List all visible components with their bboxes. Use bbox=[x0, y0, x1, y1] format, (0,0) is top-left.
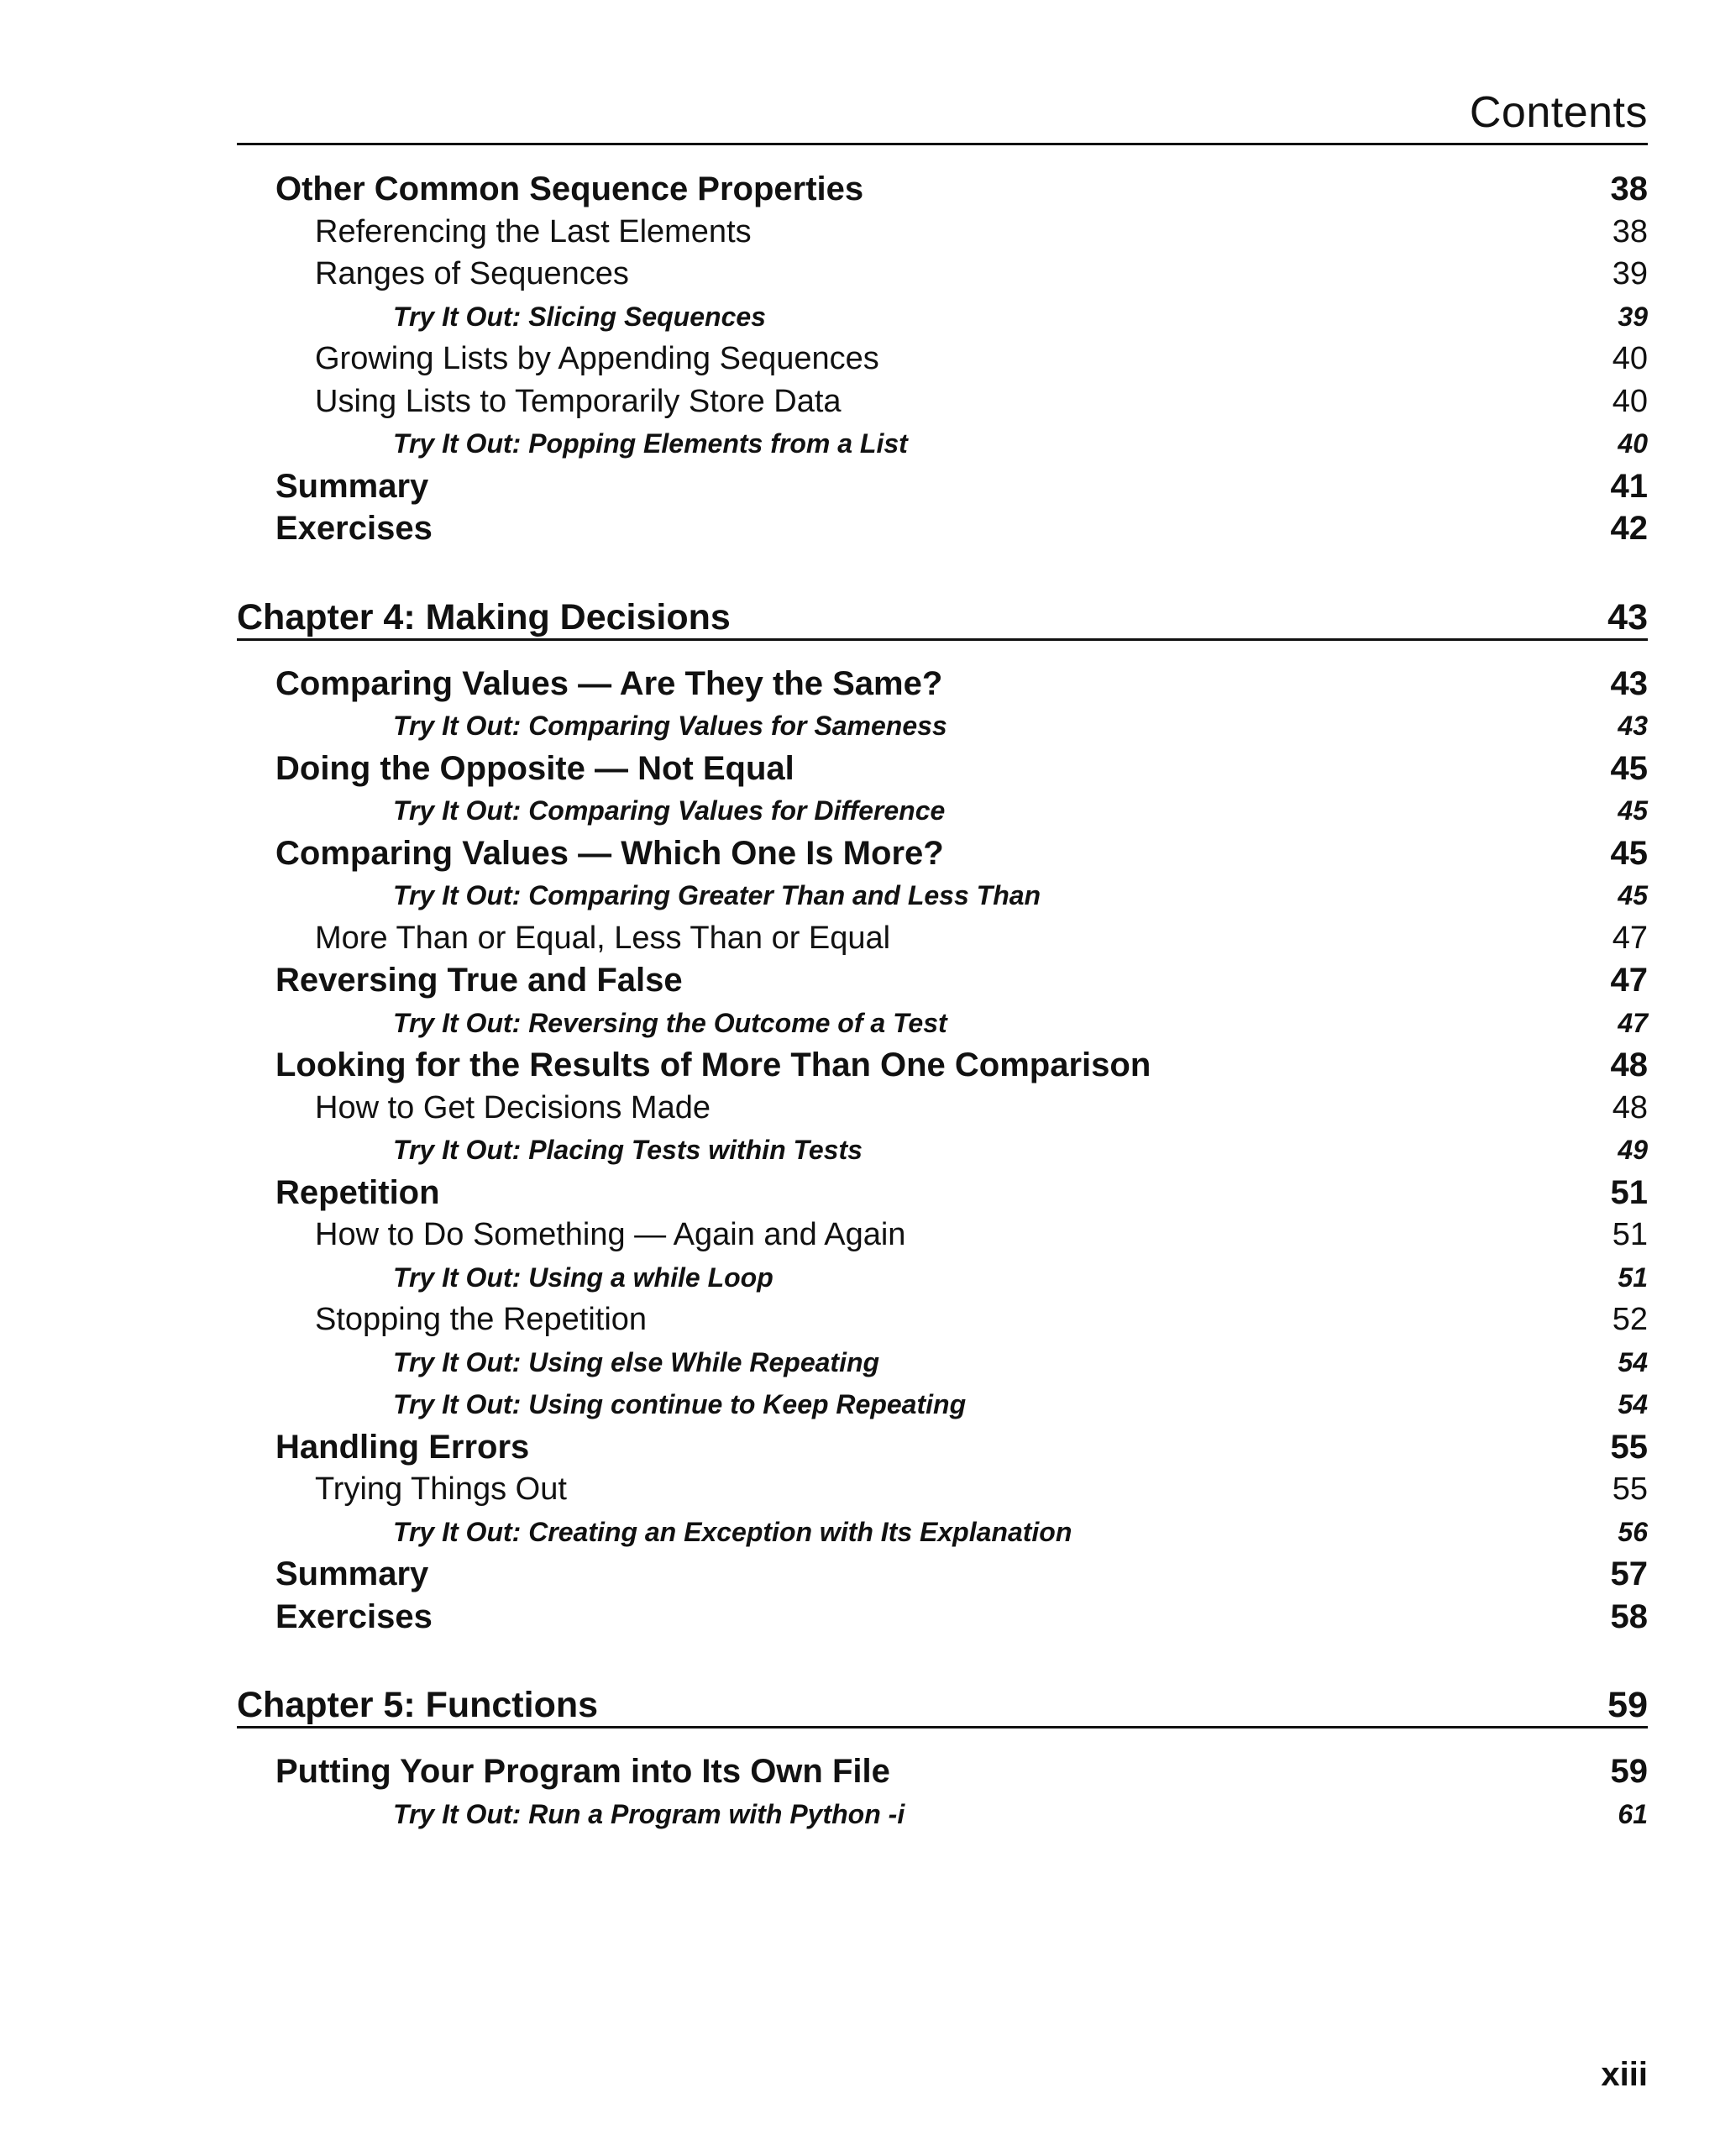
toc-entry-page: 40 bbox=[1612, 341, 1648, 376]
toc-entry-title: Doing the Opposite — Not Equal bbox=[275, 749, 794, 787]
toc-section bbox=[237, 1426, 1648, 1469]
toc-entry-page: 52 bbox=[1612, 1302, 1648, 1337]
toc-entry-page: 43 bbox=[1610, 664, 1648, 702]
toc-entry-page: 55 bbox=[1612, 1471, 1648, 1507]
toc-entry-page: 59 bbox=[1607, 1685, 1648, 1725]
toc-entry-title: Referencing the Last Elements bbox=[315, 213, 752, 249]
toc-entry-title: Chapter 5: Functions bbox=[237, 1685, 599, 1725]
toc-subsection bbox=[237, 1468, 1648, 1511]
toc-try-it-out bbox=[237, 422, 1648, 465]
toc-entry-page: 54 bbox=[1618, 1346, 1648, 1377]
toc-entry-title: Stopping the Repetition bbox=[315, 1302, 648, 1337]
toc-section bbox=[237, 1553, 1648, 1596]
toc-entry-page: 42 bbox=[1610, 510, 1648, 547]
toc-try-it-out bbox=[237, 1511, 1648, 1554]
toc-entry-page: 51 bbox=[1618, 1262, 1648, 1293]
toc-entry-title: Chapter 4: Making Decisions bbox=[237, 596, 731, 637]
toc-entry-title: Putting Your Program into Its Own File bbox=[275, 1753, 890, 1790]
toc-entry-page: 43 bbox=[1607, 596, 1648, 637]
toc-entry-title: Try It Out: Comparing Values for Sameness bbox=[393, 711, 947, 741]
page-number: xiii bbox=[1601, 2056, 1648, 2093]
toc-entry-page: 48 bbox=[1610, 1047, 1648, 1083]
toc-subsection bbox=[237, 338, 1648, 380]
toc-try-it-out bbox=[237, 1383, 1648, 1426]
toc-subsection bbox=[237, 1298, 1648, 1341]
toc-entry-page: 49 bbox=[1618, 1135, 1648, 1165]
toc-entry-page: 45 bbox=[1618, 795, 1648, 826]
toc-entry-page: 38 bbox=[1610, 170, 1648, 207]
toc-entry-page: 51 bbox=[1610, 1173, 1648, 1211]
toc-entry-page: 47 bbox=[1612, 920, 1648, 956]
toc-list bbox=[237, 168, 1648, 1835]
toc-section bbox=[237, 748, 1648, 790]
toc-try-it-out bbox=[237, 296, 1648, 338]
toc-entry-title: Using Lists to Temporarily Store Data bbox=[315, 383, 842, 419]
toc-entry-title: Reversing True and False bbox=[275, 962, 683, 999]
toc-entry-title: Try It Out: Placing Tests within Tests bbox=[393, 1135, 863, 1165]
toc-entry-page: 38 bbox=[1612, 213, 1648, 249]
toc-try-it-out bbox=[237, 1256, 1648, 1299]
toc-try-it-out bbox=[237, 705, 1648, 748]
toc-entry-title: Try It Out: Run a Program with Python -i bbox=[393, 1798, 905, 1829]
toc-entry-title: Comparing Values — Are They the Same? bbox=[275, 664, 943, 702]
toc-entry-title: Looking for the Results of More Than One Comparison bbox=[275, 1047, 1151, 1083]
toc-entry-page: 47 bbox=[1618, 1007, 1648, 1038]
toc-subsection bbox=[237, 211, 1648, 254]
toc-entry-title: Try It Out: Slicing Sequences bbox=[393, 301, 766, 332]
toc-entry-title: Try It Out: Popping Elements from a List bbox=[393, 428, 908, 459]
toc-section bbox=[237, 168, 1648, 211]
toc-entry-page: 40 bbox=[1618, 428, 1648, 459]
toc-entry-title: Growing Lists by Appending Sequences bbox=[315, 341, 879, 376]
toc-entry-page: 39 bbox=[1618, 301, 1648, 332]
toc-entry-page: 48 bbox=[1612, 1089, 1648, 1125]
toc-section bbox=[237, 959, 1648, 1002]
toc-subsection bbox=[237, 1214, 1648, 1256]
toc-entry-page: 61 bbox=[1618, 1798, 1648, 1829]
toc-try-it-out bbox=[237, 1793, 1648, 1836]
toc-entry-page: 58 bbox=[1610, 1597, 1648, 1635]
toc-section bbox=[237, 1172, 1648, 1214]
toc-try-it-out bbox=[237, 789, 1648, 832]
toc-entry-title: Try It Out: Comparing Greater Than and Less Than bbox=[393, 880, 1041, 910]
toc-entry-title: Try It Out: Using a while Loop bbox=[393, 1262, 773, 1293]
toc-entry-page: 45 bbox=[1610, 834, 1648, 872]
toc-section bbox=[237, 832, 1648, 875]
toc-subsection bbox=[237, 253, 1648, 296]
toc-try-it-out bbox=[237, 1002, 1648, 1045]
toc-try-it-out bbox=[237, 874, 1648, 917]
toc-entry-title: Other Common Sequence Properties bbox=[275, 170, 864, 207]
toc-entry-title: Try It Out: Creating an Exception with Its Explanation bbox=[393, 1516, 1072, 1547]
toc-subsection bbox=[237, 917, 1648, 960]
toc-section bbox=[237, 663, 1648, 706]
toc-entry-title: Ranges of Sequences bbox=[315, 256, 629, 291]
toc-entry-title: Summary bbox=[275, 1555, 429, 1592]
chapter-heading bbox=[237, 1681, 1648, 1728]
toc-entry-title: Handling Errors bbox=[275, 1428, 530, 1466]
toc-entry-title: Repetition bbox=[275, 1173, 440, 1211]
toc-section bbox=[237, 1044, 1648, 1087]
toc-entry-page: 45 bbox=[1618, 880, 1648, 910]
toc-entry-page: 54 bbox=[1618, 1389, 1648, 1419]
toc-entry-title: How to Get Decisions Made bbox=[315, 1089, 711, 1125]
running-header: Contents bbox=[1469, 88, 1648, 137]
header-rule bbox=[237, 143, 1648, 145]
toc-entry-page: 47 bbox=[1610, 962, 1648, 999]
toc-subsection bbox=[237, 1087, 1648, 1130]
toc-entry-title: Trying Things Out bbox=[315, 1471, 567, 1507]
toc-entry-title: Try It Out: Using continue to Keep Repeating bbox=[393, 1389, 967, 1419]
toc-entry-page: 41 bbox=[1610, 467, 1648, 505]
toc-entry-title: Exercises bbox=[275, 510, 433, 547]
toc-subsection bbox=[237, 380, 1648, 423]
toc-section bbox=[237, 465, 1648, 508]
toc-section bbox=[237, 507, 1648, 550]
toc-entry-title: Try It Out: Comparing Values for Difference bbox=[393, 795, 946, 826]
toc-page bbox=[237, 0, 1648, 2156]
toc-entry-page: 55 bbox=[1610, 1428, 1648, 1466]
toc-entry-title: Comparing Values — Which One Is More? bbox=[275, 834, 944, 872]
chapter-heading bbox=[237, 594, 1648, 641]
toc-entry-title: Try It Out: Reversing the Outcome of a Test bbox=[393, 1007, 947, 1038]
toc-entry-page: 57 bbox=[1610, 1555, 1648, 1592]
toc-entry-page: 45 bbox=[1610, 749, 1648, 787]
toc-entry-page: 39 bbox=[1612, 256, 1648, 291]
toc-entry-title: Try It Out: Using else While Repeating bbox=[393, 1346, 880, 1377]
toc-try-it-out bbox=[237, 1341, 1648, 1384]
toc-try-it-out bbox=[237, 1129, 1648, 1172]
toc-entry-title: Summary bbox=[275, 467, 429, 505]
toc-entry-page: 51 bbox=[1612, 1217, 1648, 1252]
toc-entry-title: How to Do Something — Again and Again bbox=[315, 1217, 906, 1252]
toc-section bbox=[237, 1750, 1648, 1793]
toc-entry-page: 56 bbox=[1618, 1516, 1648, 1547]
toc-entry-page: 59 bbox=[1610, 1753, 1648, 1790]
toc-section bbox=[237, 1596, 1648, 1639]
toc-entry-title: Exercises bbox=[275, 1597, 433, 1635]
toc-entry-page: 40 bbox=[1612, 383, 1648, 419]
toc-entry-page: 43 bbox=[1618, 711, 1648, 741]
toc-entry-title: More Than or Equal, Less Than or Equal bbox=[315, 920, 891, 956]
